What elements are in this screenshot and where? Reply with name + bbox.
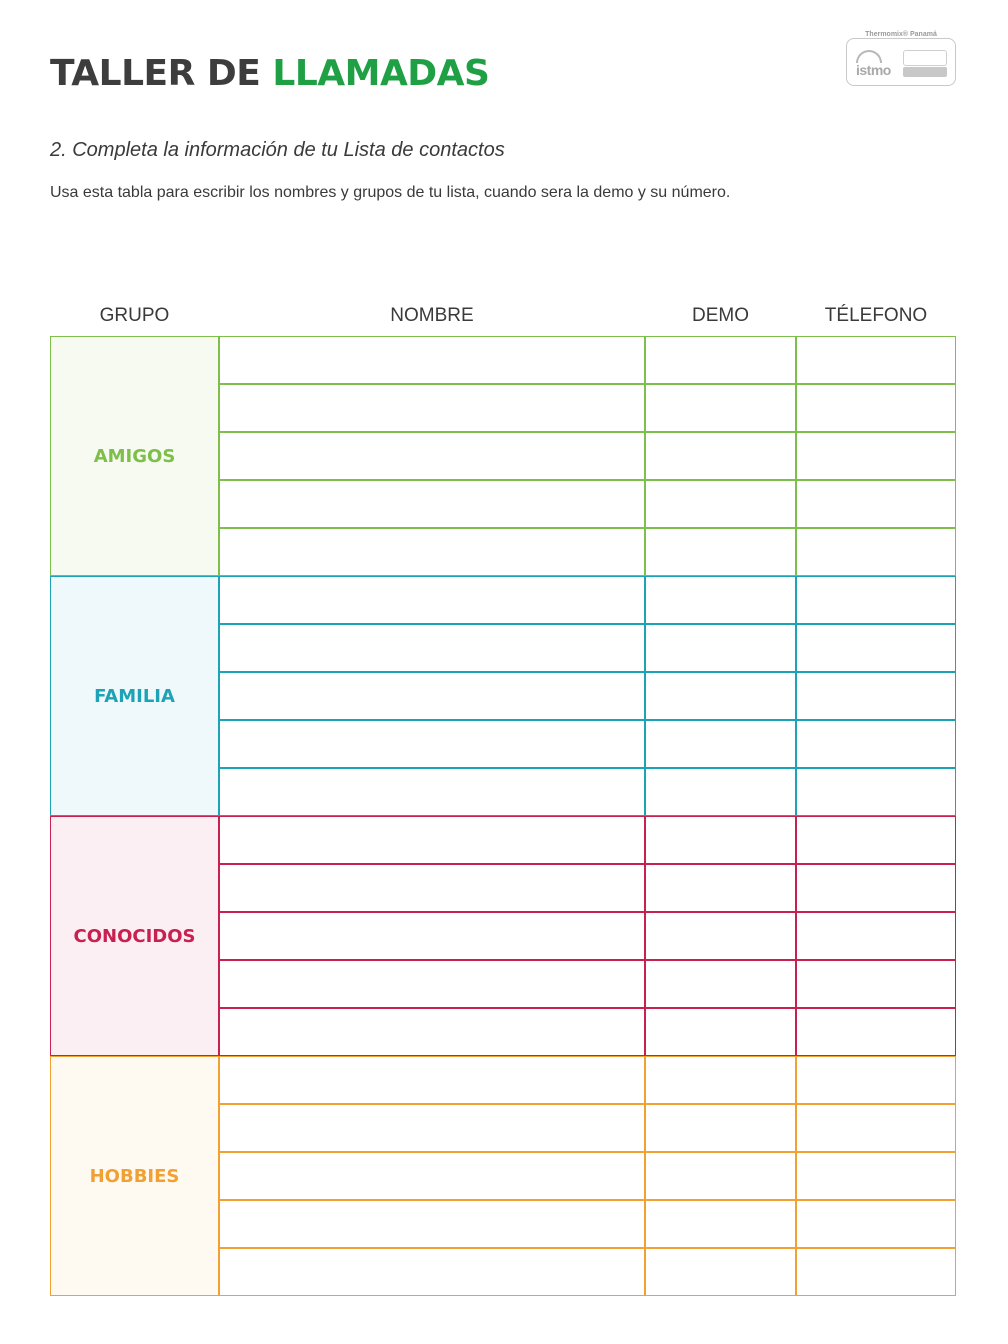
table-row (219, 720, 956, 768)
table-row (219, 912, 956, 960)
nombre-cell[interactable] (219, 960, 645, 1008)
demo-cell[interactable] (645, 624, 796, 672)
header-demo: DEMO (692, 305, 749, 326)
title-part-2: LLAMADAS (272, 53, 490, 94)
table-row (219, 1152, 956, 1200)
nombre-cell[interactable] (219, 1248, 645, 1296)
nombre-cell[interactable] (219, 816, 645, 864)
demo-cell[interactable] (645, 816, 796, 864)
header-grupo: GRUPO (99, 305, 170, 326)
demo-cell[interactable] (645, 480, 796, 528)
telefono-cell[interactable] (796, 336, 956, 384)
group-label: HOBBIES (89, 1165, 180, 1187)
page-title (50, 52, 489, 96)
demo-cell[interactable] (645, 528, 796, 576)
demo-cell[interactable] (645, 1248, 796, 1296)
title-part-1: TALLER DE (50, 53, 261, 94)
nombre-cell[interactable] (219, 720, 645, 768)
nombre-cell[interactable] (219, 1008, 645, 1056)
telefono-cell[interactable] (796, 384, 956, 432)
telefono-cell[interactable] (796, 672, 956, 720)
nombre-cell[interactable] (219, 1104, 645, 1152)
table-row (219, 1200, 956, 1248)
group-hobbies (50, 1056, 956, 1296)
demo-cell[interactable] (645, 1152, 796, 1200)
demo-cell[interactable] (645, 1008, 796, 1056)
nombre-cell[interactable] (219, 576, 645, 624)
telefono-cell[interactable] (796, 1200, 956, 1248)
demo-cell[interactable] (645, 432, 796, 480)
table-row (219, 960, 956, 1008)
telefono-cell[interactable] (796, 1104, 956, 1152)
header-nombre: NOMBRE (390, 305, 474, 326)
group-cell (50, 576, 219, 816)
table-row (219, 528, 956, 576)
nombre-cell[interactable] (219, 480, 645, 528)
table-row (219, 1104, 956, 1152)
group-conocidos (50, 816, 956, 1056)
logo-tagline: Thermomix® Panamá (862, 31, 940, 38)
demo-cell[interactable] (645, 576, 796, 624)
table-row (219, 672, 956, 720)
group-label: FAMILIA (94, 685, 175, 707)
telefono-cell[interactable] (796, 720, 956, 768)
logo-wordmark: istmo (856, 62, 891, 78)
nombre-cell[interactable] (219, 336, 645, 384)
demo-cell[interactable] (645, 720, 796, 768)
table-row (219, 624, 956, 672)
demo-cell[interactable] (645, 1200, 796, 1248)
table-row (219, 816, 956, 864)
logo-badge-icon (903, 50, 947, 66)
demo-cell[interactable] (645, 1056, 796, 1104)
demo-cell[interactable] (645, 960, 796, 1008)
telefono-cell[interactable] (796, 1056, 956, 1104)
table-row (219, 1008, 956, 1056)
nombre-cell[interactable] (219, 1200, 645, 1248)
thermomix-istmo-logo (846, 31, 956, 86)
telefono-cell[interactable] (796, 432, 956, 480)
nombre-cell[interactable] (219, 864, 645, 912)
demo-cell[interactable] (645, 864, 796, 912)
nombre-cell[interactable] (219, 768, 645, 816)
telefono-cell[interactable] (796, 912, 956, 960)
group-cell (50, 336, 219, 576)
nombre-cell[interactable] (219, 912, 645, 960)
table-row (219, 864, 956, 912)
telefono-cell[interactable] (796, 1248, 956, 1296)
nombre-cell[interactable] (219, 528, 645, 576)
telefono-cell[interactable] (796, 480, 956, 528)
telefono-cell[interactable] (796, 960, 956, 1008)
telefono-cell[interactable] (796, 1008, 956, 1056)
group-familia (50, 576, 956, 816)
section-subtitle: 2. Completa la información de tu Lista de contactos (50, 139, 505, 161)
table-row (219, 384, 956, 432)
telefono-cell[interactable] (796, 768, 956, 816)
nombre-cell[interactable] (219, 672, 645, 720)
logo-bar-icon (903, 67, 947, 77)
demo-cell[interactable] (645, 672, 796, 720)
nombre-cell[interactable] (219, 624, 645, 672)
group-amigos (50, 336, 956, 576)
header-telefono: TÉLEFONO (824, 305, 928, 326)
nombre-cell[interactable] (219, 384, 645, 432)
demo-cell[interactable] (645, 336, 796, 384)
instructions-text: Usa esta tabla para escribir los nombres y grupos de tu lista, cuando sera la demo y su número. (50, 184, 731, 201)
nombre-cell[interactable] (219, 1056, 645, 1104)
table-row (219, 432, 956, 480)
table-row (219, 576, 956, 624)
table-row (219, 1056, 956, 1104)
table-row (219, 480, 956, 528)
telefono-cell[interactable] (796, 1152, 956, 1200)
group-label: CONOCIDOS (73, 925, 196, 947)
group-cell (50, 1056, 219, 1296)
nombre-cell[interactable] (219, 1152, 645, 1200)
group-label: AMIGOS (93, 445, 176, 467)
table-row (219, 1248, 956, 1296)
group-cell (50, 816, 219, 1056)
demo-cell[interactable] (645, 912, 796, 960)
demo-cell[interactable] (645, 1104, 796, 1152)
nombre-cell[interactable] (219, 432, 645, 480)
telefono-cell[interactable] (796, 816, 956, 864)
telefono-cell[interactable] (796, 576, 956, 624)
table-row (219, 336, 956, 384)
demo-cell[interactable] (645, 384, 796, 432)
telefono-cell[interactable] (796, 624, 956, 672)
demo-cell[interactable] (645, 768, 796, 816)
telefono-cell[interactable] (796, 864, 956, 912)
table-row (219, 768, 956, 816)
telefono-cell[interactable] (796, 528, 956, 576)
